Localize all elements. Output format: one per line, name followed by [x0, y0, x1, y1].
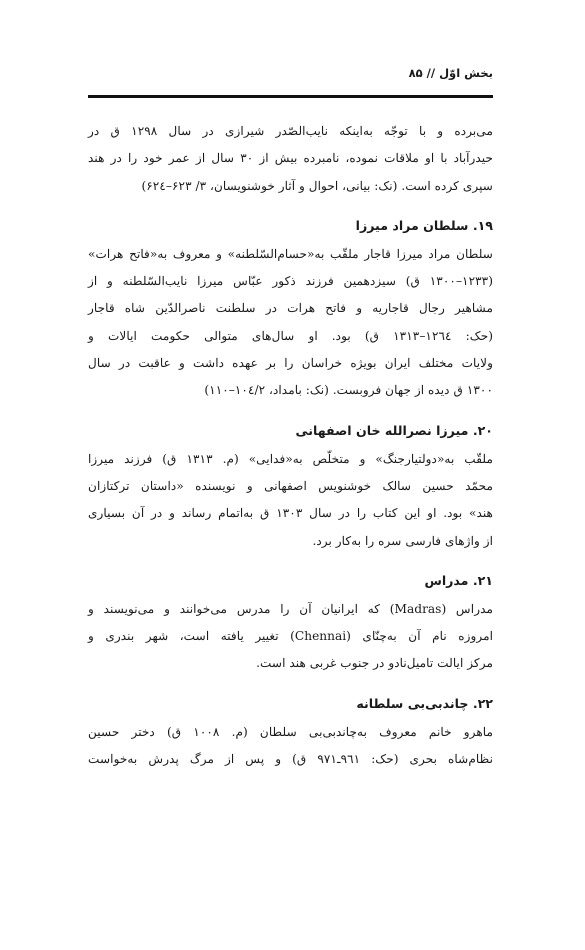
text-line: از واژهای فارسی سره را به‌کار برد. — [312, 533, 493, 548]
text-line: حیدرآباد با او ملاقات نموده، نامبرده بیش از ۳۰ سال از عمر خود را در هند — [88, 151, 493, 166]
section-paragraph-19 — [88, 241, 493, 405]
header-rule — [88, 95, 493, 98]
text-line: سلطان مراد میرزا قاجار ملقّب به«حسام‌السّلطنه» و معروف به«فاتح هرات» — [88, 246, 493, 261]
section-paragraph-20 — [88, 446, 493, 555]
text-line: ۱۳۰۰ ق دیده از جهان فروبست. (نک: بامداد، ۱۰٤/۲–۱۱۰) — [204, 383, 493, 398]
text-line: محمّد حسین سالک خوشنویس اصفهانی و نویسنده «داستان ترکتازان — [88, 478, 493, 493]
text-line: هند» بود. او این کتاب را در سال ۱۳۰۳ ق به‌اتمام رساند و در آن بسیاری — [88, 506, 493, 521]
page-body — [88, 118, 493, 773]
text-line: ولایات مختلف ایران بویژه خراسان را بر عهده داشت و عاقبت در سال — [88, 356, 493, 371]
section-heading-22: ۲۲. چاندبی‌بی سلطانه — [356, 695, 493, 711]
text-line: مدراس (Madras) که ایرانیان آن را مدرس می‌خوانند و می‌نویسند و — [88, 601, 494, 616]
text-line: (حک: ۱۲٦٤–۱۳۱۳ ق) بود. او سال‌های متوالی حکومت ایالات و — [88, 328, 493, 343]
text-line: سپری کرده است. (نک: بیانی، احوال و آثار خوشنویسان، ۳/ ۶۲۳–۶۲٤) — [141, 178, 493, 193]
text-line: می‌برده و با توجّه به‌اینکه نایب‌الصّدر شیرازی در سال ۱۲۹۸ ق در — [88, 124, 493, 138]
text-line: ماهرو خانم معروف به‌چاندبی‌بی سلطان (م. ۱۰۰۸ ق) دختر حسین — [88, 724, 494, 739]
text-line: مرکز ایالت تامیل‌نادو در جنوب غربی هند است. — [256, 656, 493, 671]
running-header: بخش اوّل // ۸۵ — [408, 66, 493, 80]
section-heading-19: ۱۹. سلطان مراد میرزا — [355, 217, 493, 233]
text-line: مشاهیر رجال قاجاریه و فاتح هرات در سلطنت ناصرالدّین شاه قاجار — [88, 301, 493, 316]
text-line: ملقّب به«دولتیارجنگ» و متخلّص به«فدایی» (م. ۱۳۱۳ ق) فرزند میرزا — [88, 451, 493, 466]
text-line: امروزه نام آن به‌چنّای (Chennai) تغییر یافته است، شهر بندری و — [88, 629, 493, 644]
section-heading-21: ۲۱. مدراس — [424, 572, 493, 588]
section-paragraph-22 — [88, 719, 493, 774]
text-line: نظام‌شاه بحری (حک: ۹٦۱ـ۹۷۱ ق) و پس از مرگ پدرش به‌خواست — [88, 752, 493, 767]
text-line: (۱۲۳۳–۱۳۰۰ ق) سیزدهمین فرزند ذکور عبّاس میرزا نایب‌السّلطنه و از — [88, 274, 493, 289]
section-heading-20: ۲۰. میرزا نصرالله خان اصفهانی — [295, 422, 493, 438]
intro-paragraph — [88, 118, 493, 200]
section-paragraph-21 — [88, 596, 493, 678]
